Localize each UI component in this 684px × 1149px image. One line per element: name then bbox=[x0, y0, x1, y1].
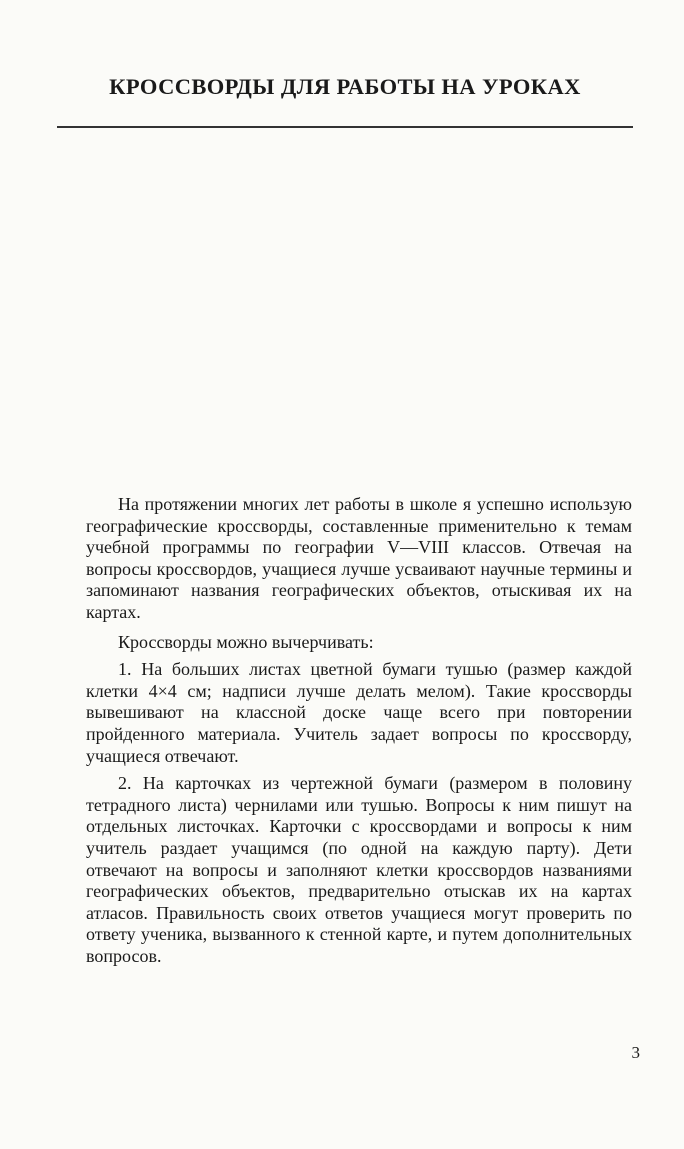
title-divider bbox=[57, 126, 633, 128]
paragraph-lead: Кроссворды можно вычерчивать: bbox=[118, 631, 374, 652]
paragraph-intro: На протяжении многих лет работы в школе я успешно использую географические кроссворды, составленные применительно к темам учебной программы по географии V—VIII классов. Отвечая на вопросы кроссвордов, учащиеся лучше усваивают научные термины и запоминают названия географических объектов, отыскивая их на картах. bbox=[86, 494, 632, 622]
paragraph-item-1: 1. На больших листах цветной бумаги тушью (размер каждой клетки 4×4 см; надписи лучше делать мелом). Такие кроссворды вывешивают на классной доске чаще всего при повторении пройденного материала. Учитель задает вопросы по кроссворду, учащиеся отвечают. bbox=[86, 659, 632, 766]
body-text bbox=[86, 494, 632, 967]
chapter-title: КРОССВОРДЫ ДЛЯ РАБОТЫ НА УРОКАХ bbox=[109, 74, 581, 99]
paragraph-item-2: 2. На карточках из чертежной бумаги (размером в половину тетрадного листа) чернилами или тушью. Вопросы к ним пишут на отдельных листочках. Карточки с кроссвордами и вопросы к ним учитель раздает учащимся (по одной на каждую парту). Дети отвечают на вопросы и заполняют клетки кроссвордов названиями географических объектов, предварительно отыскав их на картах атласов. Правильность своих ответов учащиеся могут проверить по ответу ученика, вызванного к стенной карте, и путем дополнительных вопросов. bbox=[86, 773, 632, 966]
page-number: 3 bbox=[631, 1043, 640, 1062]
